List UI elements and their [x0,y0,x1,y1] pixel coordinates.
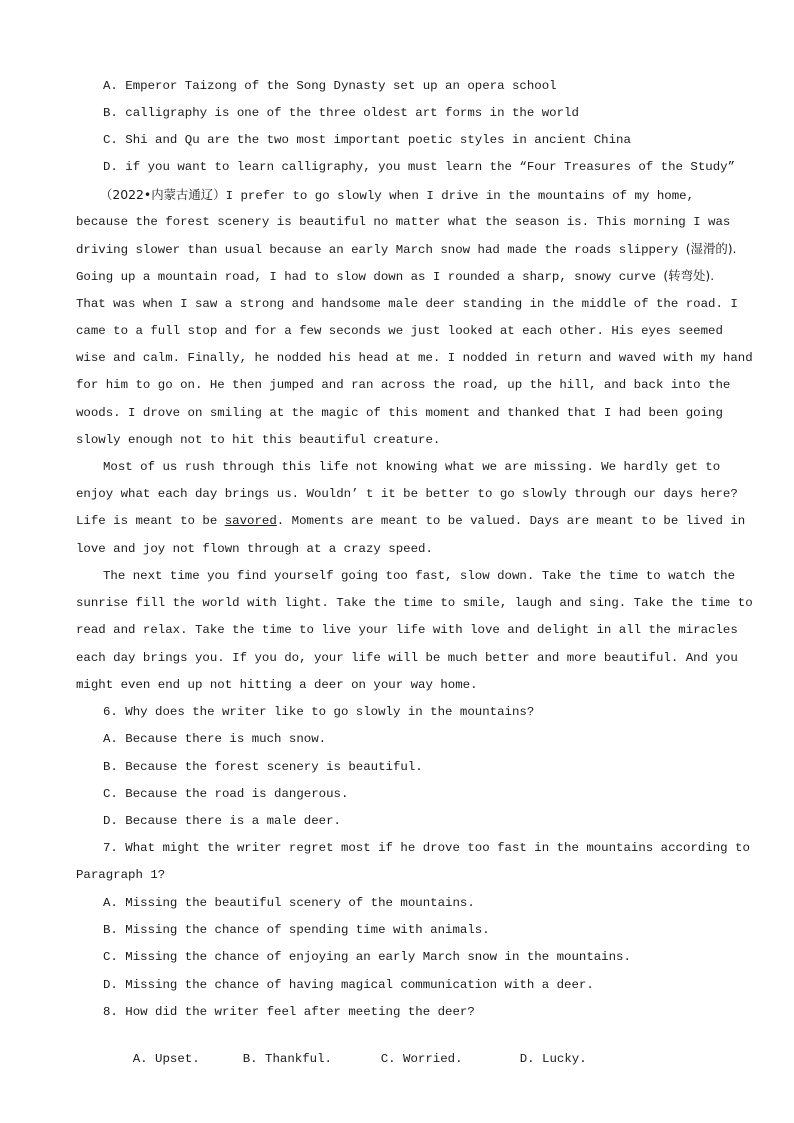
question-6-option-c: C. Because the road is dangerous. [103,787,349,801]
prev-option-d: D. if you want to learn calligraphy, you must learn the “Four Treasures of the Study” [103,160,736,174]
prev-option-c: C. Shi and Qu are the two most important poetic styles in ancient China [103,133,631,147]
passage-line: might even end up not hitting a deer on your way home. [76,678,478,692]
passage-line: wise and calm. Finally, he nodded his head at me. I nodded in return and waved with my hand [76,351,753,365]
passage-line: read and relax. Take the time to live your life with love and delight in all the miracles [76,623,738,637]
passage-line: （2022•内蒙古通辽）I prefer to go slowly when I drive in the mountains of my home, [100,187,695,203]
underlined-word: savored [224,514,277,528]
passage-line: love and joy not flown through at a crazy speed. [76,542,433,556]
question-7-option-c: C. Missing the chance of enjoying an early March snow in the mountains. [103,950,631,964]
question-8-option-a: A. Upset. [132,1052,200,1066]
passage-line: Life is meant to be savored. Moments are meant to be valued. Days are meant to be lived in [76,514,746,528]
passage-line: for him to go on. He then jumped and ran across the road, up the hill, and back into the [76,378,731,392]
prev-option-b: B. calligraphy is one of the three oldest art forms in the world [103,106,579,120]
question-8-option-d: D. Lucky. [519,1052,587,1066]
question-6-stem: 6. Why does the writer like to go slowly in the mountains? [103,705,535,719]
question-6-option-d: D. Because there is a male deer. [103,814,341,828]
question-8-option-c: C. Worried. [380,1052,463,1066]
passage-line: That was when I saw a strong and handsome male deer standing in the middle of the road. I [76,297,738,311]
passage-line: because the forest scenery is beautiful no matter what the season is. This morning I was [76,215,731,229]
passage-line: woods. I drove on smiling at the magic of this moment and thanked that I had been going [76,406,723,420]
passage-line: Going up a mountain road, I had to slow down as I rounded a sharp, snowy curve (转弯处). [76,268,715,284]
question-7-stem-cont: Paragraph 1? [76,868,166,882]
prev-option-a: A. Emperor Taizong of the Song Dynasty set up an opera school [103,79,557,93]
question-8-stem: 8. How did the writer feel after meeting the deer? [103,1005,475,1019]
question-6-option-a: A. Because there is much snow. [103,732,327,746]
passage-line: each day brings you. If you do, your life will be much better and more beautiful. And you [76,651,738,665]
question-7-option-a: A. Missing the beautiful scenery of the mountains. [103,896,475,910]
passage-source: （2022•内蒙古通辽） [100,187,226,202]
passage-line: The next time you find yourself going too fast, slow down. Take the time to watch the [103,569,736,583]
question-8-options [103,1029,718,1066]
passage-line: driving slower than usual because an early March snow had made the roads slippery (湿滑的). [76,241,737,257]
question-7-option-b: B. Missing the chance of spending time with animals. [103,923,490,937]
passage-line: sunrise fill the world with light. Take the time to smile, laugh and sing. Take the time to [76,596,753,610]
question-7-stem: 7. What might the writer regret most if he drove too fast in the mountains according to [103,841,750,855]
question-7-option-d: D. Missing the chance of having magical communication with a deer. [103,978,594,992]
question-8-option-b: B. Thankful. [242,1052,332,1066]
question-6-option-b: B. Because the forest scenery is beautiful. [103,760,423,774]
passage-line: came to a full stop and for a few seconds we just looked at each other. His eyes seemed [76,324,723,338]
passage-line: slowly enough not to hit this beautiful creature. [76,433,441,447]
passage-line: enjoy what each day brings us. Wouldn’ t it be better to go slowly through our days here? [76,487,738,501]
passage-line: Most of us rush through this life not knowing what we are missing. We hardly get to [103,460,721,474]
